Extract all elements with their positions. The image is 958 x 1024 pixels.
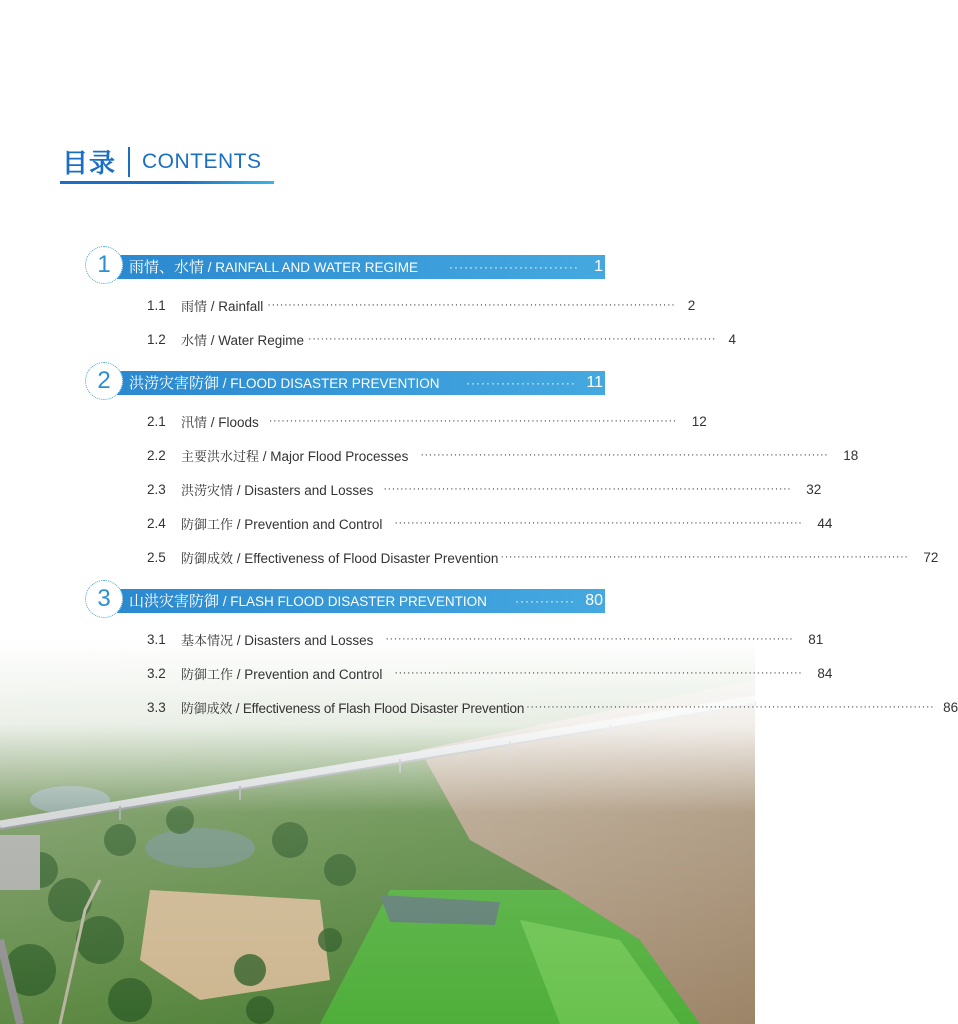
- entry-title-cn: 雨情: [181, 299, 208, 315]
- entry-title-cn: 基本情况: [181, 633, 234, 649]
- entry-page: 32: [806, 481, 822, 497]
- entry-number: 1.1: [147, 297, 166, 313]
- entry-title-en: / Water Regime: [207, 332, 305, 348]
- leader-dots: ··································································································: [268, 415, 677, 427]
- entry-page: 44: [817, 515, 833, 531]
- entry-title-en: / Prevention and Control: [233, 516, 383, 532]
- section-title: [129, 589, 487, 613]
- section-number-badge: [85, 580, 123, 618]
- toc-entry-3-2[interactable]: [147, 663, 833, 683]
- leader-dots: ··································································································: [383, 483, 792, 495]
- section-page: 80: [585, 592, 603, 609]
- entry-page: 81: [808, 631, 824, 647]
- entry-title-en: / Prevention and Control: [233, 666, 383, 682]
- toc-entry-2-1[interactable]: [147, 411, 707, 431]
- section-title-en: / FLOOD DISASTER PREVENTION: [219, 376, 440, 391]
- entry-title-en: / Disasters and Losses: [233, 482, 374, 498]
- entry-number: 3.3: [147, 699, 166, 715]
- entry-title: [181, 412, 259, 431]
- entry-title-en: / Disasters and Losses: [233, 632, 374, 648]
- toc-entry-1-2[interactable]: [147, 329, 737, 349]
- leader-dots: ··································································································: [420, 449, 829, 461]
- leader-dots: ··································································································: [500, 551, 909, 563]
- section-title-cn: 洪涝灾害防御: [129, 374, 220, 392]
- section-title-cn: 雨情、水情: [129, 258, 205, 276]
- entry-title: [181, 548, 498, 567]
- entry-title: [181, 330, 304, 349]
- entry-number: 2.2: [147, 447, 166, 463]
- leader-dots: ··································································································: [394, 517, 803, 529]
- toc-entry-3-1[interactable]: [147, 629, 824, 649]
- leader-dots: ··································································································: [526, 701, 935, 713]
- toc-entry-3-3[interactable]: [147, 697, 958, 717]
- entry-title: [181, 664, 382, 683]
- entry-title-cn: 防御成效: [181, 551, 234, 567]
- leader-dots: ······················: [466, 376, 576, 390]
- section-title: [129, 255, 418, 279]
- entry-title: [181, 480, 373, 499]
- title-underline: [60, 181, 274, 184]
- toc-title-english: CONTENTS: [142, 149, 262, 173]
- entry-page: 18: [843, 447, 859, 463]
- section-title: [129, 371, 440, 395]
- section-title-en: / FLASH FLOOD DISASTER PREVENTION: [219, 594, 487, 609]
- section-number-badge: [85, 362, 123, 400]
- toc-entry-2-4[interactable]: [147, 513, 833, 533]
- title-divider: [128, 147, 130, 177]
- section-title-en: / RAINFALL AND WATER REGIME: [204, 260, 419, 275]
- entry-title-cn: 防御工作: [181, 517, 234, 533]
- section-number: 3: [97, 585, 111, 612]
- entry-title-cn: 汛情: [181, 415, 208, 431]
- toc-entry-2-3[interactable]: [147, 479, 822, 499]
- leader-dots: ············: [515, 594, 575, 608]
- leader-dots: ··································································································: [385, 633, 794, 645]
- entry-title-en: / Effectiveness of Flood Disaster Prevention: [233, 550, 499, 566]
- entry-title-en: / Floods: [207, 414, 259, 430]
- section-number: 2: [97, 367, 111, 394]
- toc-entry-2-2[interactable]: [147, 445, 859, 465]
- toc-title-chinese: 目录: [62, 149, 117, 179]
- section-number: 1: [97, 251, 111, 278]
- entry-number: 3.2: [147, 665, 166, 681]
- section-2-heading[interactable]: [85, 362, 605, 402]
- entry-title-en: / Effectiveness of Flash Flood Disaster Prevention: [232, 700, 525, 716]
- section-number-badge: [85, 246, 123, 284]
- entry-title: [181, 296, 263, 315]
- entry-title-cn: 主要洪水过程: [181, 449, 260, 465]
- leader-dots: ··································································································: [394, 667, 803, 679]
- toc-entry-2-5[interactable]: [147, 547, 939, 567]
- section-title-cn: 山洪灾害防御: [129, 592, 220, 610]
- leader-dots: ··························: [449, 260, 579, 274]
- entry-title-cn: 水情: [181, 333, 208, 349]
- entry-title-cn: 防御工作: [181, 667, 234, 683]
- entry-number: 2.1: [147, 413, 166, 429]
- entry-number: 2.3: [147, 481, 166, 497]
- leader-dots: ··································································································: [308, 333, 717, 345]
- entry-page: 12: [691, 413, 707, 429]
- section-3-heading[interactable]: [85, 580, 605, 620]
- toc-entry-1-1[interactable]: [147, 295, 696, 315]
- entry-number: 3.1: [147, 631, 166, 647]
- entry-title: [181, 446, 408, 465]
- entry-title: [181, 630, 373, 649]
- entry-title: [181, 514, 382, 533]
- entry-title-en: / Major Flood Processes: [259, 448, 409, 464]
- entry-title-cn: 防御成效: [181, 701, 233, 717]
- section-page: 1: [594, 258, 603, 275]
- entry-page: 4: [728, 331, 737, 347]
- entry-title-en: / Rainfall: [207, 298, 264, 314]
- entry-page: 2: [687, 297, 696, 313]
- entry-page: 84: [817, 665, 833, 681]
- entry-page: 72: [923, 549, 939, 565]
- entry-title: [181, 698, 524, 717]
- leader-dots: ··································································································: [267, 299, 676, 311]
- entry-number: 2.4: [147, 515, 166, 531]
- section-1-heading[interactable]: [85, 246, 605, 286]
- entry-number: 2.5: [147, 549, 166, 565]
- entry-number: 1.2: [147, 331, 166, 347]
- entry-page: 86: [943, 699, 958, 715]
- toc-header: [62, 143, 262, 180]
- section-page: 11: [586, 374, 603, 391]
- entry-title-cn: 洪涝灾情: [181, 483, 234, 499]
